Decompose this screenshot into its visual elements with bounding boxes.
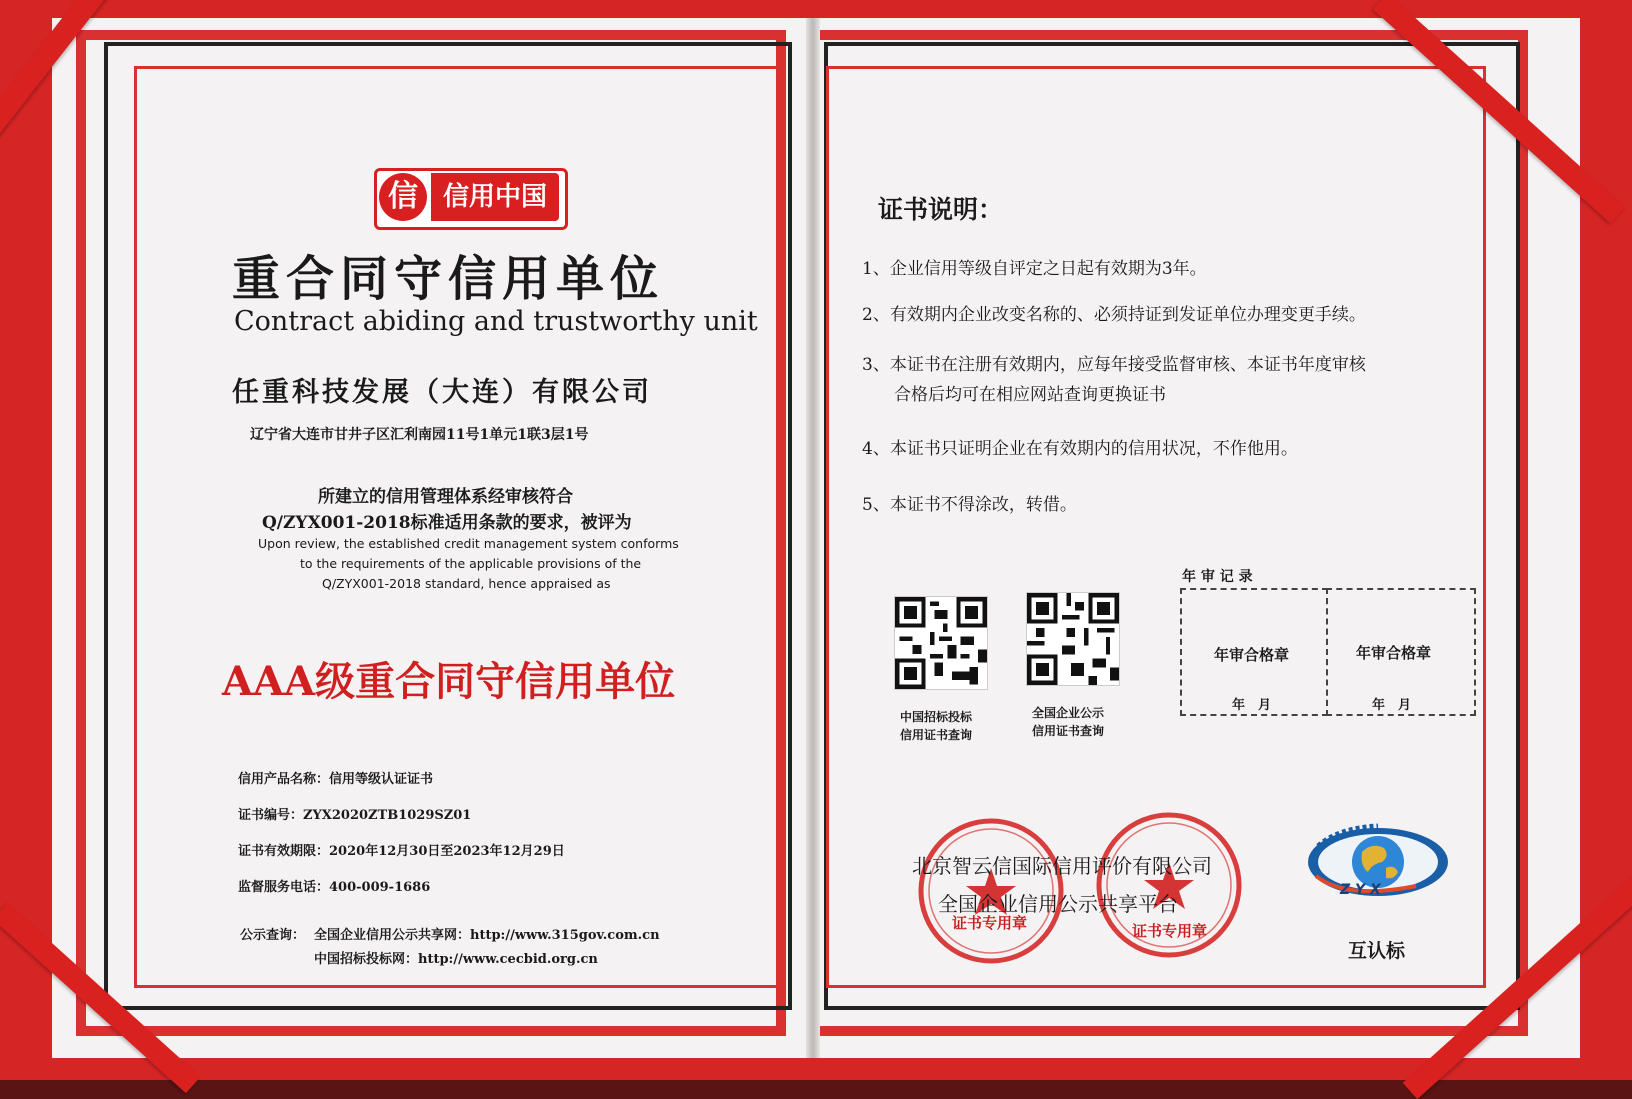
info-value: 2020年12月30日至2023年12月29日: [329, 844, 565, 859]
qr-code-icon: [1027, 593, 1119, 685]
annual-box-2-date: 年 月: [1372, 698, 1412, 713]
info-value: 400-009-1686: [329, 880, 431, 895]
public-query-site-1: 全国企业信用公示共享网：http://www.315gov.com.cn: [314, 928, 660, 943]
issuer-platform: 全国企业信用公示共享平台: [938, 892, 1178, 916]
info-row-phone: [238, 876, 430, 895]
qr1-caption-1: 中国招标投标: [900, 710, 973, 724]
public-query-label: 公示查询：: [240, 928, 306, 943]
note-1: 1、企业信用等级自评定之日起有效期为3年。: [862, 259, 1207, 279]
info-label: 监督服务电话：: [238, 880, 330, 895]
notes-heading: 证书说明：: [878, 195, 1004, 224]
info-value: ZYX2020ZTB1029SZ01: [303, 808, 472, 823]
credit-grade: AAA级重合同守信用单位: [222, 658, 676, 705]
qr-code-icon: [895, 597, 987, 689]
issuer-company: 北京智云信国际信用评价有限公司: [912, 854, 1212, 878]
review-en-line-1: Upon review, the established credit management system conforms: [258, 536, 679, 551]
qr-code-public[interactable]: [1026, 592, 1120, 686]
info-row-validity: [238, 840, 565, 859]
note-2: 2、有效期内企业改变名称的、必须持证到发证单位办理变更手续。: [862, 305, 1366, 325]
note-4: 4、本证书只证明企业在有效期内的信用状况，不作他用。: [862, 439, 1298, 459]
note-3: 3、本证书在注册有效期内，应每年接受监督审核、本证书年度审核: [862, 355, 1366, 375]
globe-icon: [1298, 818, 1448, 926]
globe-logo-text: Z Y X: [1340, 882, 1381, 898]
info-label: 证书编号：: [238, 808, 304, 823]
qr2-caption-1: 全国企业公示: [1032, 706, 1105, 720]
note-3-cont: 合格后均可在相应网站查询更换证书: [894, 385, 1166, 405]
zyx-mutual-recognition-logo: [1298, 818, 1448, 926]
credit-china-logo: [374, 168, 568, 230]
annual-box-2-label: 年审合格章: [1356, 644, 1432, 662]
company-address: 辽宁省大连市甘井子区汇利南园11号1单元1联3层1号: [250, 427, 589, 443]
seal-1-bottom-text: 证书专用章: [952, 914, 1028, 932]
info-label: 信用产品名称：: [238, 772, 330, 787]
annual-box-1-date: 年 月: [1232, 698, 1272, 713]
note-5: 5、本证书不得涂改，转借。: [862, 495, 1077, 515]
company-name: 任重科技发展（大连）有限公司: [232, 377, 652, 408]
certificate-title-cn: 重合同守信用单位: [232, 251, 665, 307]
public-query-site-2: 中国招标投标网：http://www.cecbid.org.cn: [314, 952, 598, 967]
qr2-caption-2: 信用证书查询: [1032, 724, 1105, 738]
certificate-title-en: Contract abiding and trustworthy unit: [234, 306, 758, 337]
review-en-line-3: Q/ZYX001-2018 standard, hence appraised as: [322, 576, 611, 591]
qr1-caption-2: 信用证书查询: [900, 728, 973, 742]
info-value: 信用等级认证证书: [329, 772, 434, 787]
review-en-line-2: to the requirements of the applicable provisions of the: [300, 556, 642, 571]
annual-review-title: 年 审 记 录: [1182, 569, 1253, 585]
annual-box-1-label: 年审合格章: [1214, 646, 1290, 664]
info-label: 证书有效期限：: [238, 844, 330, 859]
credit-china-mark-icon: 信: [379, 173, 427, 221]
seal-2-bottom-text: 证书专用章: [1132, 922, 1208, 940]
qr-code-bidding[interactable]: [894, 596, 988, 690]
review-cn-line-2: Q/ZYX001-2018标准适用条款的要求，被评为: [262, 513, 632, 533]
book-spine: [806, 18, 820, 1058]
logo-text: 信用中国: [431, 173, 559, 221]
mutual-recognition-label: 互认标: [1348, 940, 1406, 962]
info-row-number: [238, 804, 471, 823]
info-row-product: [238, 768, 433, 787]
review-cn-line-1: 所建立的信用管理体系经审核符合: [318, 487, 573, 507]
